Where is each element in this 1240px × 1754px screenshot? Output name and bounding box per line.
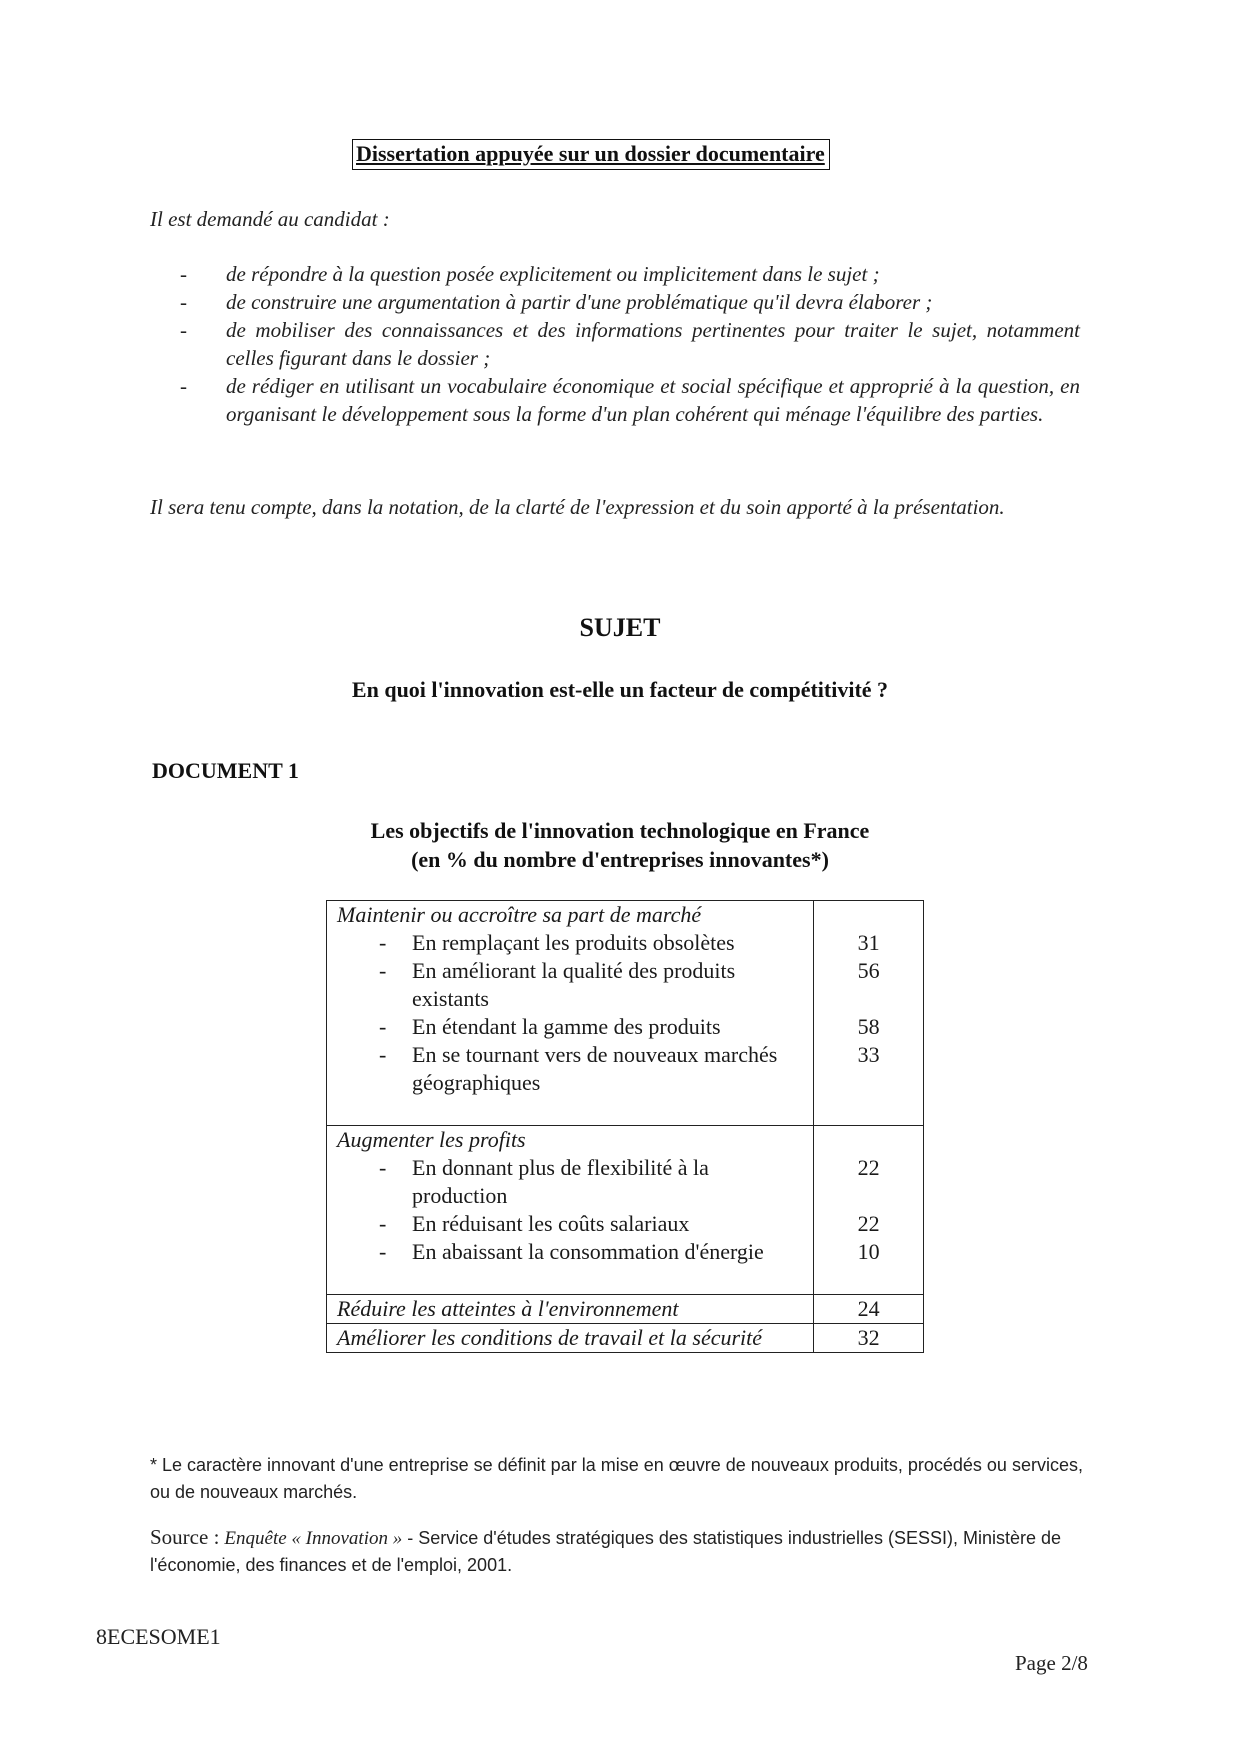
document-title-line: Les objectifs de l'innovation technologique en France (370, 818, 870, 843)
exam-code: 8ECESOME1 (96, 1624, 221, 1649)
source-label: Source : (150, 1525, 220, 1549)
item-dash: - (379, 930, 387, 955)
table-group-row (327, 901, 924, 1126)
source-title: Enquête « Innovation » (224, 1528, 403, 1549)
item-value: 10 (857, 1239, 880, 1264)
instruction-item (180, 288, 1080, 316)
section-title: Dissertation appuyée sur un dossier documentaire (352, 139, 830, 170)
item-value: 22 (857, 1155, 880, 1180)
table-item (337, 929, 805, 957)
instructions-intro: Il est demandé au candidat : (150, 207, 390, 231)
spacer (337, 1097, 805, 1125)
subject-heading: SUJET (579, 613, 661, 642)
group-category: Augmenter les profits (337, 1127, 526, 1152)
table-row (327, 1324, 924, 1353)
source-citation (150, 1524, 1100, 1579)
item-value: 31 (857, 930, 880, 955)
item-value: 58 (857, 1014, 880, 1039)
item-dash: - (379, 1211, 387, 1236)
item-dash: - (379, 1239, 387, 1264)
spacer (814, 1126, 923, 1154)
table-row (327, 1295, 924, 1324)
spacer (814, 901, 923, 929)
item-dash: - (379, 1155, 387, 1180)
table-item (337, 1210, 805, 1238)
table-footnote: * Le caractère innovant d'une entreprise se définit par la mise en œuvre de nouveaux produits, procédés ou services, ou de nouveaux marchés. (150, 1455, 1083, 1502)
objectives-table (326, 900, 924, 1353)
grading-note: Il sera tenu compte, dans la notation, de la clarté de l'expression et du soin apporté à la présentation. (150, 495, 1005, 519)
item-dash: - (379, 958, 387, 983)
instructions-list (180, 260, 1080, 428)
instruction-text: de répondre à la question posée explicitement ou implicitement dans le sujet ; (226, 262, 880, 286)
item-label: En étendant la gamme des produits (412, 1014, 721, 1039)
bullet-dash: - (180, 290, 187, 314)
table-item (337, 1041, 805, 1097)
bullet-dash: - (180, 262, 187, 286)
group-label-cell (327, 1126, 814, 1295)
item-value: 22 (857, 1211, 880, 1236)
instruction-item (180, 260, 1080, 288)
item-value: 33 (857, 1042, 880, 1067)
item-value: 56 (857, 958, 880, 983)
spacer (337, 1266, 805, 1294)
item-label: En réduisant les coûts salariaux (412, 1211, 690, 1236)
table-item (337, 1238, 805, 1266)
item-label: En remplaçant les produits obsolètes (412, 930, 735, 955)
page-number: Page 2/8 (1015, 1651, 1088, 1675)
item-dash: - (379, 1014, 387, 1039)
item-label: En abaissant la consommation d'énergie (412, 1239, 764, 1264)
row-category: Réduire les atteintes à l'environnement (327, 1295, 814, 1324)
document-subtitle-line: (en % du nombre d'entreprises innovantes*) (411, 847, 829, 872)
instruction-text: de mobiliser des connaissances et des informations pertinentes pour traiter le sujet, notamment celles figurant dans le dossier ; (226, 318, 1080, 370)
instruction-text: de construire une argumentation à partir d'une problématique qu'il devra élaborer ; (226, 290, 933, 314)
bullet-dash: - (180, 318, 187, 342)
item-dash: - (379, 1042, 387, 1067)
row-category: Améliorer les conditions de travail et la sécurité (327, 1324, 814, 1353)
instruction-text: de rédiger en utilisant un vocabulaire économique et social spécifique et approprié à la question, en organisant le développement sous la forme d'un plan cohérent qui ménage l'équilibre des parties. (226, 374, 1080, 426)
document-label: DOCUMENT 1 (152, 758, 299, 783)
bullet-dash: - (180, 374, 187, 398)
table-item (337, 1013, 805, 1041)
table-item (337, 1154, 805, 1210)
group-category: Maintenir ou accroître sa part de marché (337, 902, 702, 927)
item-label: En se tournant vers de nouveaux marchés géographiques (412, 1042, 778, 1095)
group-label-cell (327, 901, 814, 1126)
spacer (814, 985, 923, 1013)
source-details: - Service d'études stratégiques des statistiques industrielles (SESSI), Ministère de l'économie, des finances et de l'emploi, 2001. (150, 1528, 1062, 1575)
group-value-cell (814, 1126, 924, 1295)
item-label: En améliorant la qualité des produits existants (412, 958, 736, 1011)
instruction-item (180, 316, 1080, 372)
item-label: En donnant plus de flexibilité à la production (412, 1155, 709, 1208)
spacer (814, 1182, 923, 1210)
document-title (0, 816, 1240, 874)
group-value-cell (814, 901, 924, 1126)
instruction-item (180, 372, 1080, 428)
row-value: 32 (814, 1324, 924, 1353)
row-value: 24 (814, 1295, 924, 1324)
table-group-row (327, 1126, 924, 1295)
subject-question: En quoi l'innovation est-elle un facteur de compétitivité ? (351, 677, 889, 702)
table-item (337, 957, 805, 1013)
